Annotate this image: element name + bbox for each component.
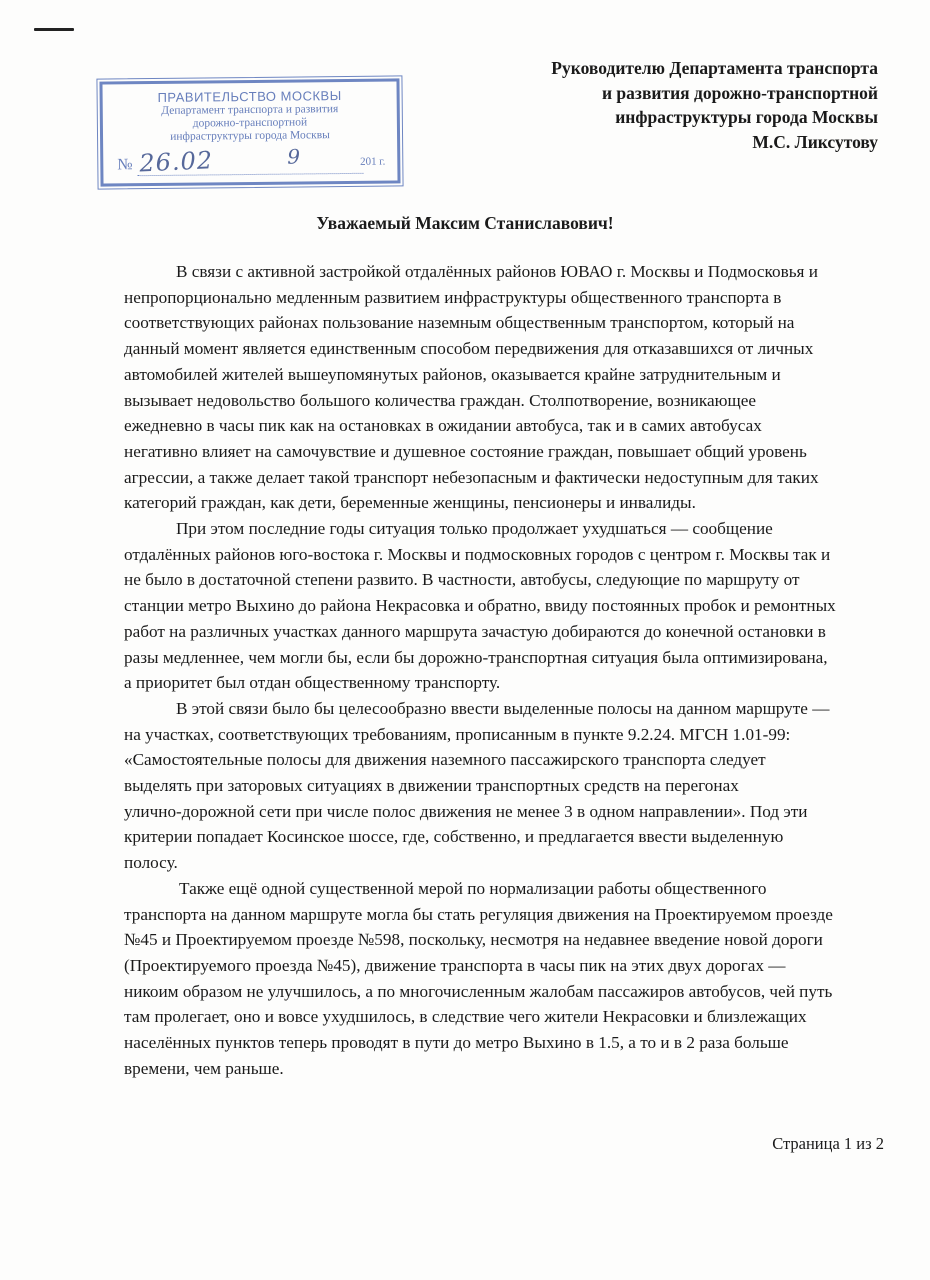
text-line: данный момент является единственным способом передвижения для отказавшихся от личных [124,339,814,359]
stamp-registration-row [117,144,386,181]
text-line: транспорта на данном маршруте могла бы стать регуляция движения на Проектируемом проезде [124,904,833,924]
text-line: станции метро Выхино до района Некрасовка и обратно, ввиду постоянных пробок и ремонтных [124,596,836,616]
paragraph-3 [124,696,894,876]
text-line: работ на различных участках данного маршрута зачастую добираются до конечной остановки в [124,621,826,641]
text-line: отдалённых районов юго-востока г. Москвы и подмосковных городов с центром г. Москвы так и [124,544,831,564]
text-line: соответствующих районах пользование наземным общественным транспортом, который на [124,313,795,333]
stamp-department-line: инфраструктуры города Москвы [170,129,330,143]
text-line: непропорционально медленным развитием инфраструктуры общественного транспорта в [124,287,782,307]
text-line: улично-дорожной сети при числе полос движения не менее 3 в одном направлении». Под эти [124,801,808,821]
text-line: (Проектируемого проезда №45), движение транспорта в часы пик на этих двух дорогах — [124,955,786,975]
letter-body [124,259,894,1082]
text-line: Также ещё одной существенной мерой по нормализации работы общественного [179,878,767,898]
registration-stamp [99,78,400,186]
text-line: При этом последние годы ситуация только продолжает ухудшаться — сообщение [176,519,773,539]
stamp-department-line: Департамент транспорта и развития [161,103,339,117]
salutation: Уважаемый Максим Станиславович! [316,213,614,233]
addressee-line: Руководителю Департамента транспорта [551,58,878,78]
text-line: агрессии, а также делает такой транспорт небезопасным и фактически недоступным для таких [124,467,819,487]
text-line: критерии попадает Косинское шоссе, где, собственно, и предлагается ввести выделенную [124,827,784,847]
addressee-block [358,56,878,154]
paragraph-2 [124,516,894,696]
text-line: выделять при заторовых ситуациях в движении транспортных средств на перегонах [124,776,739,796]
text-line: полосу. [124,853,178,873]
text-line: автомобилей жителей вышеупомянутых районов, оказывается крайне затруднительным и [124,364,781,384]
addressee-line: и развития дорожно-транспортной [601,82,878,103]
text-line: никоим образом не улучшилось, а по многочисленным жалобам пассажиров автобусов, чей путь [124,981,833,1001]
text-line: В связи с активной застройкой отдалённых районов ЮВАО г. Москвы и Подмосковья и [176,262,818,281]
stamp-number-sign: № [117,156,133,174]
text-line: негативно влияет на самочувствие и душевное состояние граждан, повышает общий уровень [124,441,807,461]
addressee-line: инфраструктуры города Москвы [615,107,878,127]
stamp-handwritten-number: 9 [287,144,301,169]
text-line: №45 и Проектируемом проезде №598, поскольку, несмотря на недавнее введение новой дороги [124,930,823,950]
corner-mark [34,28,74,31]
text-line: населённых пунктов теперь проводят в пути до метро Выхино в 1.5, а то и в 2 раза больше [124,1033,789,1053]
addressee-line: М.С. Ликсутову [752,131,878,152]
page-number: Страница 1 из 2 [772,1134,884,1153]
text-line: не было в достаточной степени развито. В частности, автобусы, следующие по маршруту от [124,570,800,590]
stamp-org-name: ПРАВИТЕЛЬСТВО МОСКВЫ [157,88,342,105]
stamp-handwritten-date: 26.02 [138,146,214,178]
paragraph-4 [124,876,894,1082]
text-line: В этой связи было бы целесообразно ввести выделенные полосы на данном маршруте — [176,698,830,718]
text-line: там пролегает, оно и вовсе ухудшилось, в следствие чего жители Некрасовки и близлежащих [124,1007,807,1027]
text-line: времени, чем раньше. [124,1058,284,1078]
paragraph-1 [124,259,894,516]
text-line: разы медленнее, чем могли бы, если бы дорожно-транспортная ситуация была оптимизирована, [124,647,828,667]
stamp-year: 201 г. [359,155,386,168]
text-line: вызывает недовольство большого количества граждан. Столпотворение, возникающее [124,390,756,410]
text-line: «Самостоятельные полосы для движения наземного пассажирского транспорта следует [124,750,766,770]
stamp-department-line: дорожно-транспортной [192,116,308,130]
text-line: ежедневно в часы пик как на остановках в ожидании автобуса, так и в самих автобусах [124,416,762,436]
text-line: категорий граждан, как дети, беременные женщины, пенсионеры и инвалиды. [124,493,696,513]
text-line: а приоритет был отдан общественному транспорту. [124,673,501,693]
text-line: на участках, соответствующих требованиям, прописанным в пункте 9.2.24. МГСН 1.01-99: [124,724,791,744]
